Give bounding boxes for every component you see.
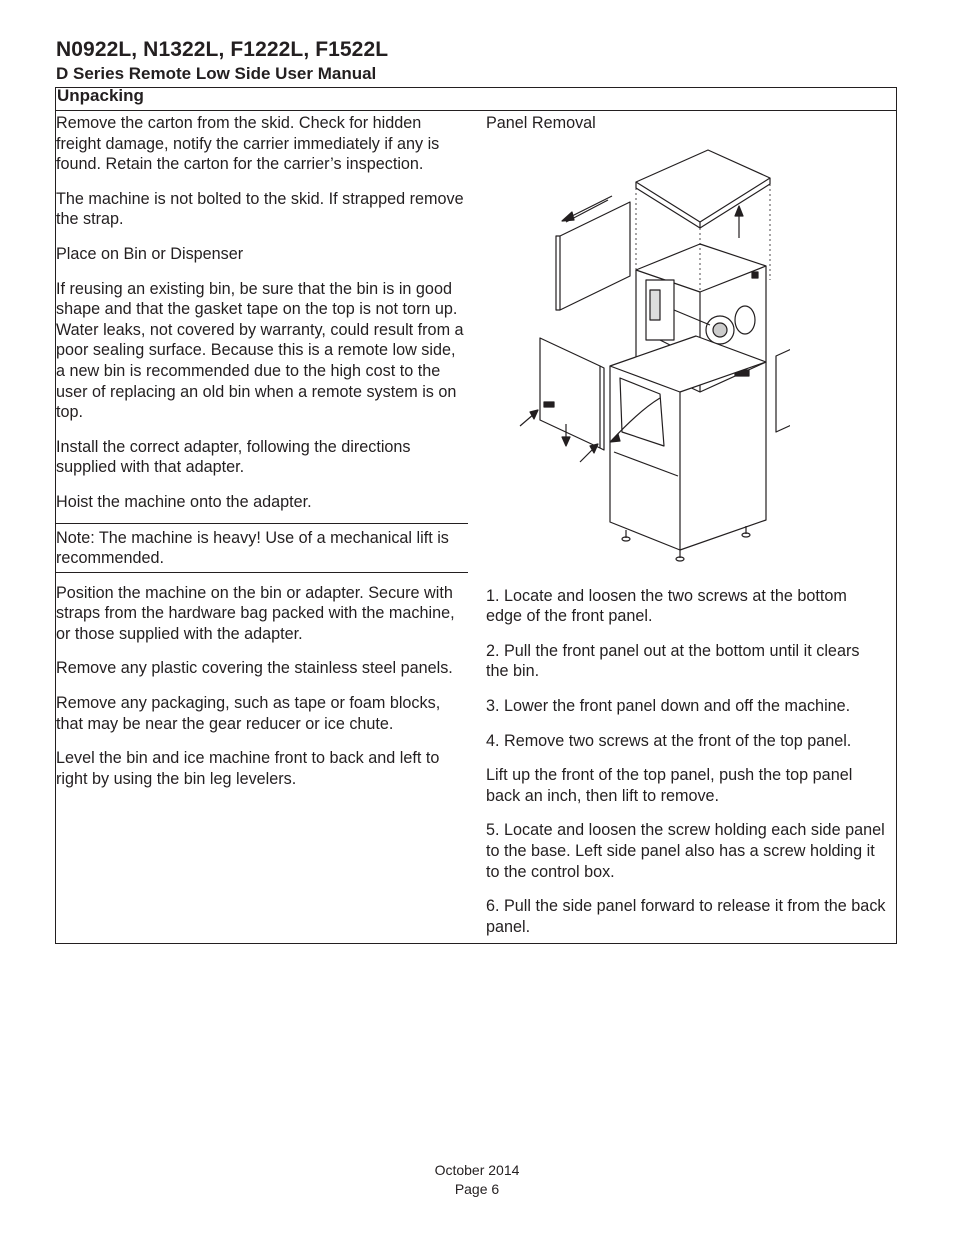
paragraph-skid-strap: The machine is not bolted to the skid. If strapped remove the strap. bbox=[56, 189, 464, 229]
left-column bbox=[56, 113, 468, 803]
paragraph-place-on-bin: Place on Bin or Dispenser bbox=[56, 244, 244, 263]
panel-removal-illustration bbox=[460, 140, 790, 570]
paragraph-check-damage: Remove the carton from the skid. Check for hidden freight damage, notify the carrier immediately if any is found. Retain the carton for the carrier’s inspection. bbox=[56, 114, 440, 174]
footer-date: October 2014 bbox=[434, 1162, 520, 1178]
document-model-title: N0922L, N1322L, F1222L, F1522L bbox=[56, 38, 389, 61]
step-6: 6. Pull the side panel forward to release it from the back panel. bbox=[486, 897, 886, 936]
paragraph-level-bin: Level the bin and ice machine front to back and left to right by using the bin leg levelers. bbox=[56, 749, 440, 788]
top-panel bbox=[636, 150, 770, 228]
ice-bin bbox=[610, 336, 766, 561]
top-panel-up-arrow bbox=[735, 206, 743, 238]
screw-arrow-bottom bbox=[580, 444, 598, 462]
step-2: 2. Pull the front panel out at the bottom until it clears the bin. bbox=[486, 641, 860, 681]
step-4: 4. Remove two screws at the front of the top panel. bbox=[486, 731, 852, 750]
screw-arrow-left bbox=[520, 410, 538, 426]
note-heavy-machine: Note: The machine is heavy! Use of a mechanical lift is recommended. bbox=[56, 528, 449, 568]
footer-page-number: Page 6 bbox=[454, 1181, 500, 1197]
section-header-divider bbox=[56, 110, 896, 111]
right-side-panel bbox=[776, 326, 790, 432]
note-box bbox=[56, 523, 468, 573]
step-4-continued: Lift up the front of the top panel, push the top panel back an inch, then lift to remove. bbox=[486, 766, 853, 805]
paragraph-reuse-bin: If reusing an existing bin, be sure that the bin is in good shape and that the gasket tape on the top is not torn up. Water leaks, not covered by warranty, could result from a poor sealing surface. Because this is a remote low side, a new bin is recommended due to the high cost to the user of replacing an old bin when a remote system is on top. bbox=[56, 279, 464, 422]
paragraph-position-machine: Position the machine on the bin or adapter. Secure with straps from the hardware bag packed with the machine, or those supplied with the adapter. bbox=[56, 583, 455, 643]
paragraph-remove-plastic: Remove any plastic covering the stainless steel panels. bbox=[56, 659, 453, 678]
section-title: Unpacking bbox=[57, 86, 144, 105]
front-panel bbox=[540, 338, 604, 450]
paragraph-install-adapter: Install the correct adapter, following the directions supplied with that adapter. bbox=[56, 437, 411, 477]
figure-caption: Panel Removal bbox=[486, 114, 596, 132]
step-1: 1. Locate and loosen the two screws at the bottom edge of the front panel. bbox=[486, 586, 847, 626]
step-5: 5. Locate and loosen the screw holding each side panel to the base. Left side panel also has a screw holding it to the control box. bbox=[486, 821, 885, 881]
step-3: 3. Lower the front panel down and off the machine. bbox=[486, 696, 851, 715]
paragraph-remove-packaging: Remove any packaging, such as tape or foam blocks, that may be near the gear reducer or ice chute. bbox=[56, 694, 441, 733]
paragraph-hoist-machine: Hoist the machine onto the adapter. bbox=[56, 492, 312, 511]
document-manual-title: D Series Remote Low Side User Manual bbox=[56, 64, 377, 83]
